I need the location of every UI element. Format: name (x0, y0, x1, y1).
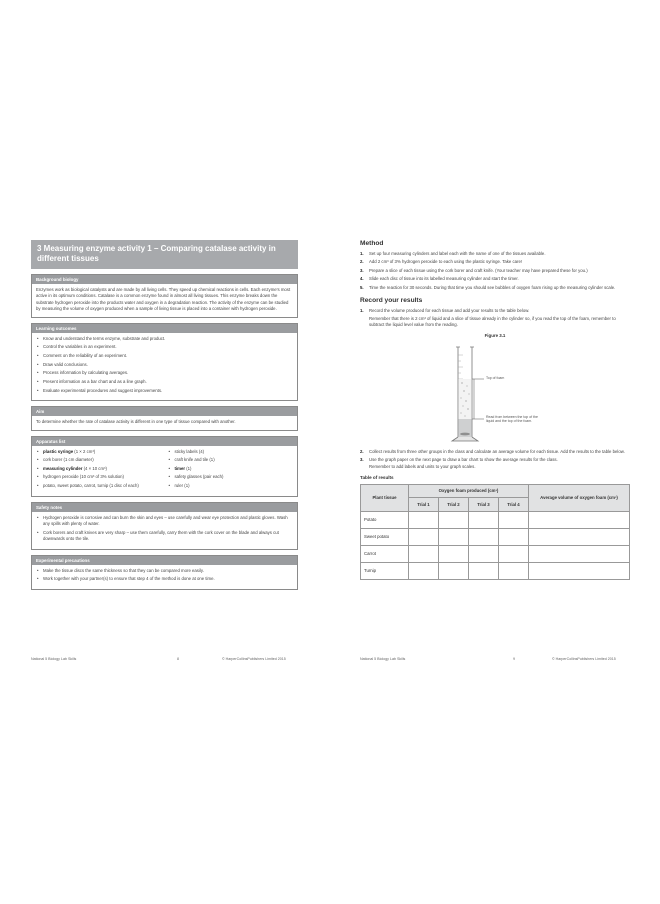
step-number: 5. (360, 284, 364, 290)
step-number: 4. (360, 276, 364, 282)
header-oxygen-foam: Oxygen foam produced (cm³) (409, 484, 529, 497)
tissue-disc-icon (460, 432, 470, 435)
list-item (360, 268, 630, 274)
table-cell[interactable] (499, 528, 529, 545)
cylinder-base-icon (452, 437, 478, 441)
background-heading: Background biology (32, 275, 297, 284)
left-page (31, 240, 298, 595)
step-number: 2. (360, 448, 364, 454)
footer-book: National 5 Biology Lab Skills (31, 657, 77, 661)
list-item (360, 259, 630, 265)
list-item: • Evaluate experimental procedures and suggest improvements. (36, 388, 293, 394)
aim-heading: Aim (32, 407, 297, 416)
item-text: ruler (1) (174, 483, 190, 489)
header-average-volume: Average volume of oxygen foam (cm³) (529, 484, 630, 511)
item-text: hydrogen peroxide (10 cm³ of 3% solution) (43, 474, 124, 480)
results-list (360, 308, 630, 328)
table-cell[interactable] (529, 511, 630, 528)
item-text: sticky labels (4) (174, 448, 205, 454)
step-text: Time the reaction for 30 seconds. During that time you should see bubbles of oxygen foam rising up the measuring cylinder scale. (369, 284, 616, 290)
table-cell[interactable] (409, 511, 439, 528)
outcomes-box (31, 323, 298, 401)
row-label: Potato (361, 511, 409, 528)
table-cell[interactable] (469, 511, 499, 528)
table-cell[interactable] (409, 562, 439, 579)
table-cell[interactable] (499, 545, 529, 562)
step-number: 1. (360, 251, 364, 256)
results-table (360, 484, 630, 580)
list-item: • Make the tissue discs the same thickness so that they can be compared more easily. (36, 568, 293, 574)
item-text: (4 × 10 cm³) (82, 465, 107, 471)
list-item (36, 466, 162, 472)
safety-list (36, 515, 293, 543)
step-number: 1. (360, 308, 364, 314)
table-row (361, 528, 630, 545)
item-bold: measuring cylinder (43, 465, 83, 471)
header-trial-2: Trial 2 (439, 497, 469, 511)
footer-copyright: © HarperCollinsPublishers Limited 2015 (552, 657, 616, 661)
item-bold: plastic syringe (43, 448, 74, 454)
list-item: • Comment on the reliability of an experiment. (36, 353, 293, 359)
list-item (168, 474, 294, 480)
step-text: Set up four measuring cylinders and label each with the name of one of the tissues available. (369, 251, 546, 256)
list-item: • Draw valid conclusions. (36, 362, 293, 368)
outcomes-heading: Learning outcomes (32, 324, 297, 333)
footer-copyright: © HarperCollinsPublishers Limited 2015 (222, 657, 286, 661)
list-item (36, 483, 162, 489)
results-list-2 (360, 449, 630, 471)
header-trial-4: Trial 4 (499, 497, 529, 511)
item-text: craft knife and tile (1) (174, 457, 215, 463)
right-page (360, 240, 630, 580)
precautions-heading: Experimental precautions (32, 556, 297, 565)
list-item (360, 251, 630, 257)
table-cell[interactable] (469, 528, 499, 545)
method-heading: Method (360, 240, 384, 247)
safety-heading: Safety notes (32, 503, 297, 512)
list-item: • Present information as a bar chart and as a line graph. (36, 379, 293, 385)
list-item (360, 276, 630, 282)
step-text: Prepare a slice of each tissue using the cork borer and craft knife. (Your teacher may have prepared these for you.) (369, 267, 588, 273)
list-item (168, 483, 294, 489)
label-top-of-foam: Top of foam (486, 375, 505, 380)
item-text: potato, sweet potato, carrot, turnip (1 disc of each) (43, 483, 139, 489)
precautions-list (36, 568, 293, 583)
label-read-between: Read from between the top of the liquid and the top of the foam. (486, 414, 538, 424)
table-cell[interactable] (439, 528, 469, 545)
step-text: Use the graph paper on the next page to draw a bar chart to show the average results for the class. (369, 456, 558, 462)
method-list (360, 251, 630, 291)
aim-text: To determine whether the rate of catalase activity is different in one type of tissue compared with another. (36, 419, 236, 425)
list-item: • Process information by calculating averages. (36, 370, 293, 376)
foam-icon (458, 379, 471, 419)
table-cell[interactable] (469, 562, 499, 579)
list-item (360, 457, 630, 471)
table-cell[interactable] (499, 562, 529, 579)
step-note: Remember that there is 2 cm³ of liquid and a slice of tissue already in the cylinder so, if you read the top of the foam, remember to subtract the liquid level value from the reading. (369, 315, 616, 328)
figure (360, 331, 630, 449)
header-trial-3: Trial 3 (469, 497, 499, 511)
list-item: • Cork borers and craft knives are very sharp – use them carefully, carry them with the cork cover on the blade and always cut downwards onto the tile. (36, 530, 293, 543)
item-text: safety glasses (pair each) (174, 474, 224, 480)
footer-book: National 5 Biology Lab Skills (360, 657, 406, 661)
table-cell[interactable] (439, 545, 469, 562)
list-item (360, 449, 630, 455)
row-label: Turnip (361, 562, 409, 579)
item-bold: timer (174, 465, 186, 471)
table-cell[interactable] (529, 528, 630, 545)
apparatus-box (31, 436, 298, 497)
table-cell[interactable] (409, 545, 439, 562)
row-label: Sweet potato (361, 528, 409, 545)
list-item (168, 457, 294, 463)
list-item (360, 285, 630, 291)
outcomes-list (36, 336, 293, 394)
precautions-box (31, 555, 298, 590)
aim-box (31, 406, 298, 430)
table-cell[interactable] (529, 545, 630, 562)
list-item: • Work together with your partner(s) to ensure that step 4 of the method is done at one time. (36, 576, 293, 582)
apparatus-col-2 (168, 449, 294, 492)
chapter-title: 3 Measuring enzyme activity 1 – Comparing catalase activity in different tissues (37, 244, 276, 263)
table-row (361, 511, 630, 528)
list-item (36, 449, 162, 455)
step-number: 3. (360, 267, 364, 273)
table-row (361, 562, 630, 579)
table-row (361, 545, 630, 562)
list-item (36, 474, 162, 480)
safety-box (31, 502, 298, 550)
step-text: Add 2 cm³ of 3% hydrogen peroxide to each using the plastic syringe. Take care! (369, 259, 523, 265)
footer-page-number: 8 (177, 657, 179, 661)
list-item: • Know and understand the terms enzyme, substrate and product. (36, 336, 293, 342)
results-heading: Record your results (360, 297, 423, 305)
item-text: (1) (185, 465, 192, 471)
figure-caption: Figure 3.1 (484, 332, 506, 338)
step-number: 3. (360, 456, 364, 462)
list-item: • Control the variables in an experiment. (36, 344, 293, 350)
step-number: 2. (360, 259, 364, 265)
header-plant-tissue: Plant tissue (361, 484, 409, 511)
apparatus-heading: Apparatus list (32, 437, 297, 446)
table-cell[interactable] (409, 528, 439, 545)
item-text: (1 × 2 cm³) (73, 448, 96, 454)
step-note: Remember to add labels and units to your graph scales. (369, 464, 476, 470)
list-item (168, 449, 294, 455)
list-item (36, 457, 162, 463)
step-text: Collect results from three other groups in the class and calculate an average volume for each tissue. Add the results to the table below. (369, 448, 625, 454)
header-trial-1: Trial 1 (409, 497, 439, 511)
table-cell[interactable] (439, 511, 469, 528)
table-header-row (361, 484, 630, 497)
table-cell[interactable] (529, 562, 630, 579)
row-label: Carrot (361, 545, 409, 562)
footer-page-number: 9 (513, 657, 515, 661)
table-cell[interactable] (439, 562, 469, 579)
list-item (168, 466, 294, 472)
item-text: cork borer (1 cm diameter) (43, 457, 94, 463)
table-title: Table of results (360, 474, 394, 480)
table-cell[interactable] (499, 511, 529, 528)
measuring-cylinder-diagram (440, 341, 560, 449)
list-item: • Hydrogen peroxide is corrosive and can burn the skin and eyes – use carefully and wear eye protection and plastic gloves. Wash any spills with plenty of water. (36, 515, 293, 528)
step-text: Record the volume produced for each tissue and add your results to the table below. (369, 308, 530, 314)
apparatus-col-1 (36, 449, 162, 492)
background-box (31, 274, 298, 318)
table-cell[interactable] (469, 545, 499, 562)
background-text: Enzymes work as biological catalysts and are made by all living cells. They speed up chemical reactions in cells. Each enzyme's most active in its optimum conditions. Catalase is a common enzyme found in almost all living tissues. This enzyme breaks down the substrate hydrogen peroxide into the products water and oxygen in a degradation reaction. The activity of the enzyme can be studied by measuring the volume of oxygen produced when a sample of living tissue is placed into a container with hydrogen peroxide. (36, 287, 291, 312)
chapter-title-box (31, 240, 298, 269)
step-text: Slide each disc of tissue into its labelled measuring cylinder and start the timer. (369, 276, 519, 282)
list-item (360, 308, 630, 328)
